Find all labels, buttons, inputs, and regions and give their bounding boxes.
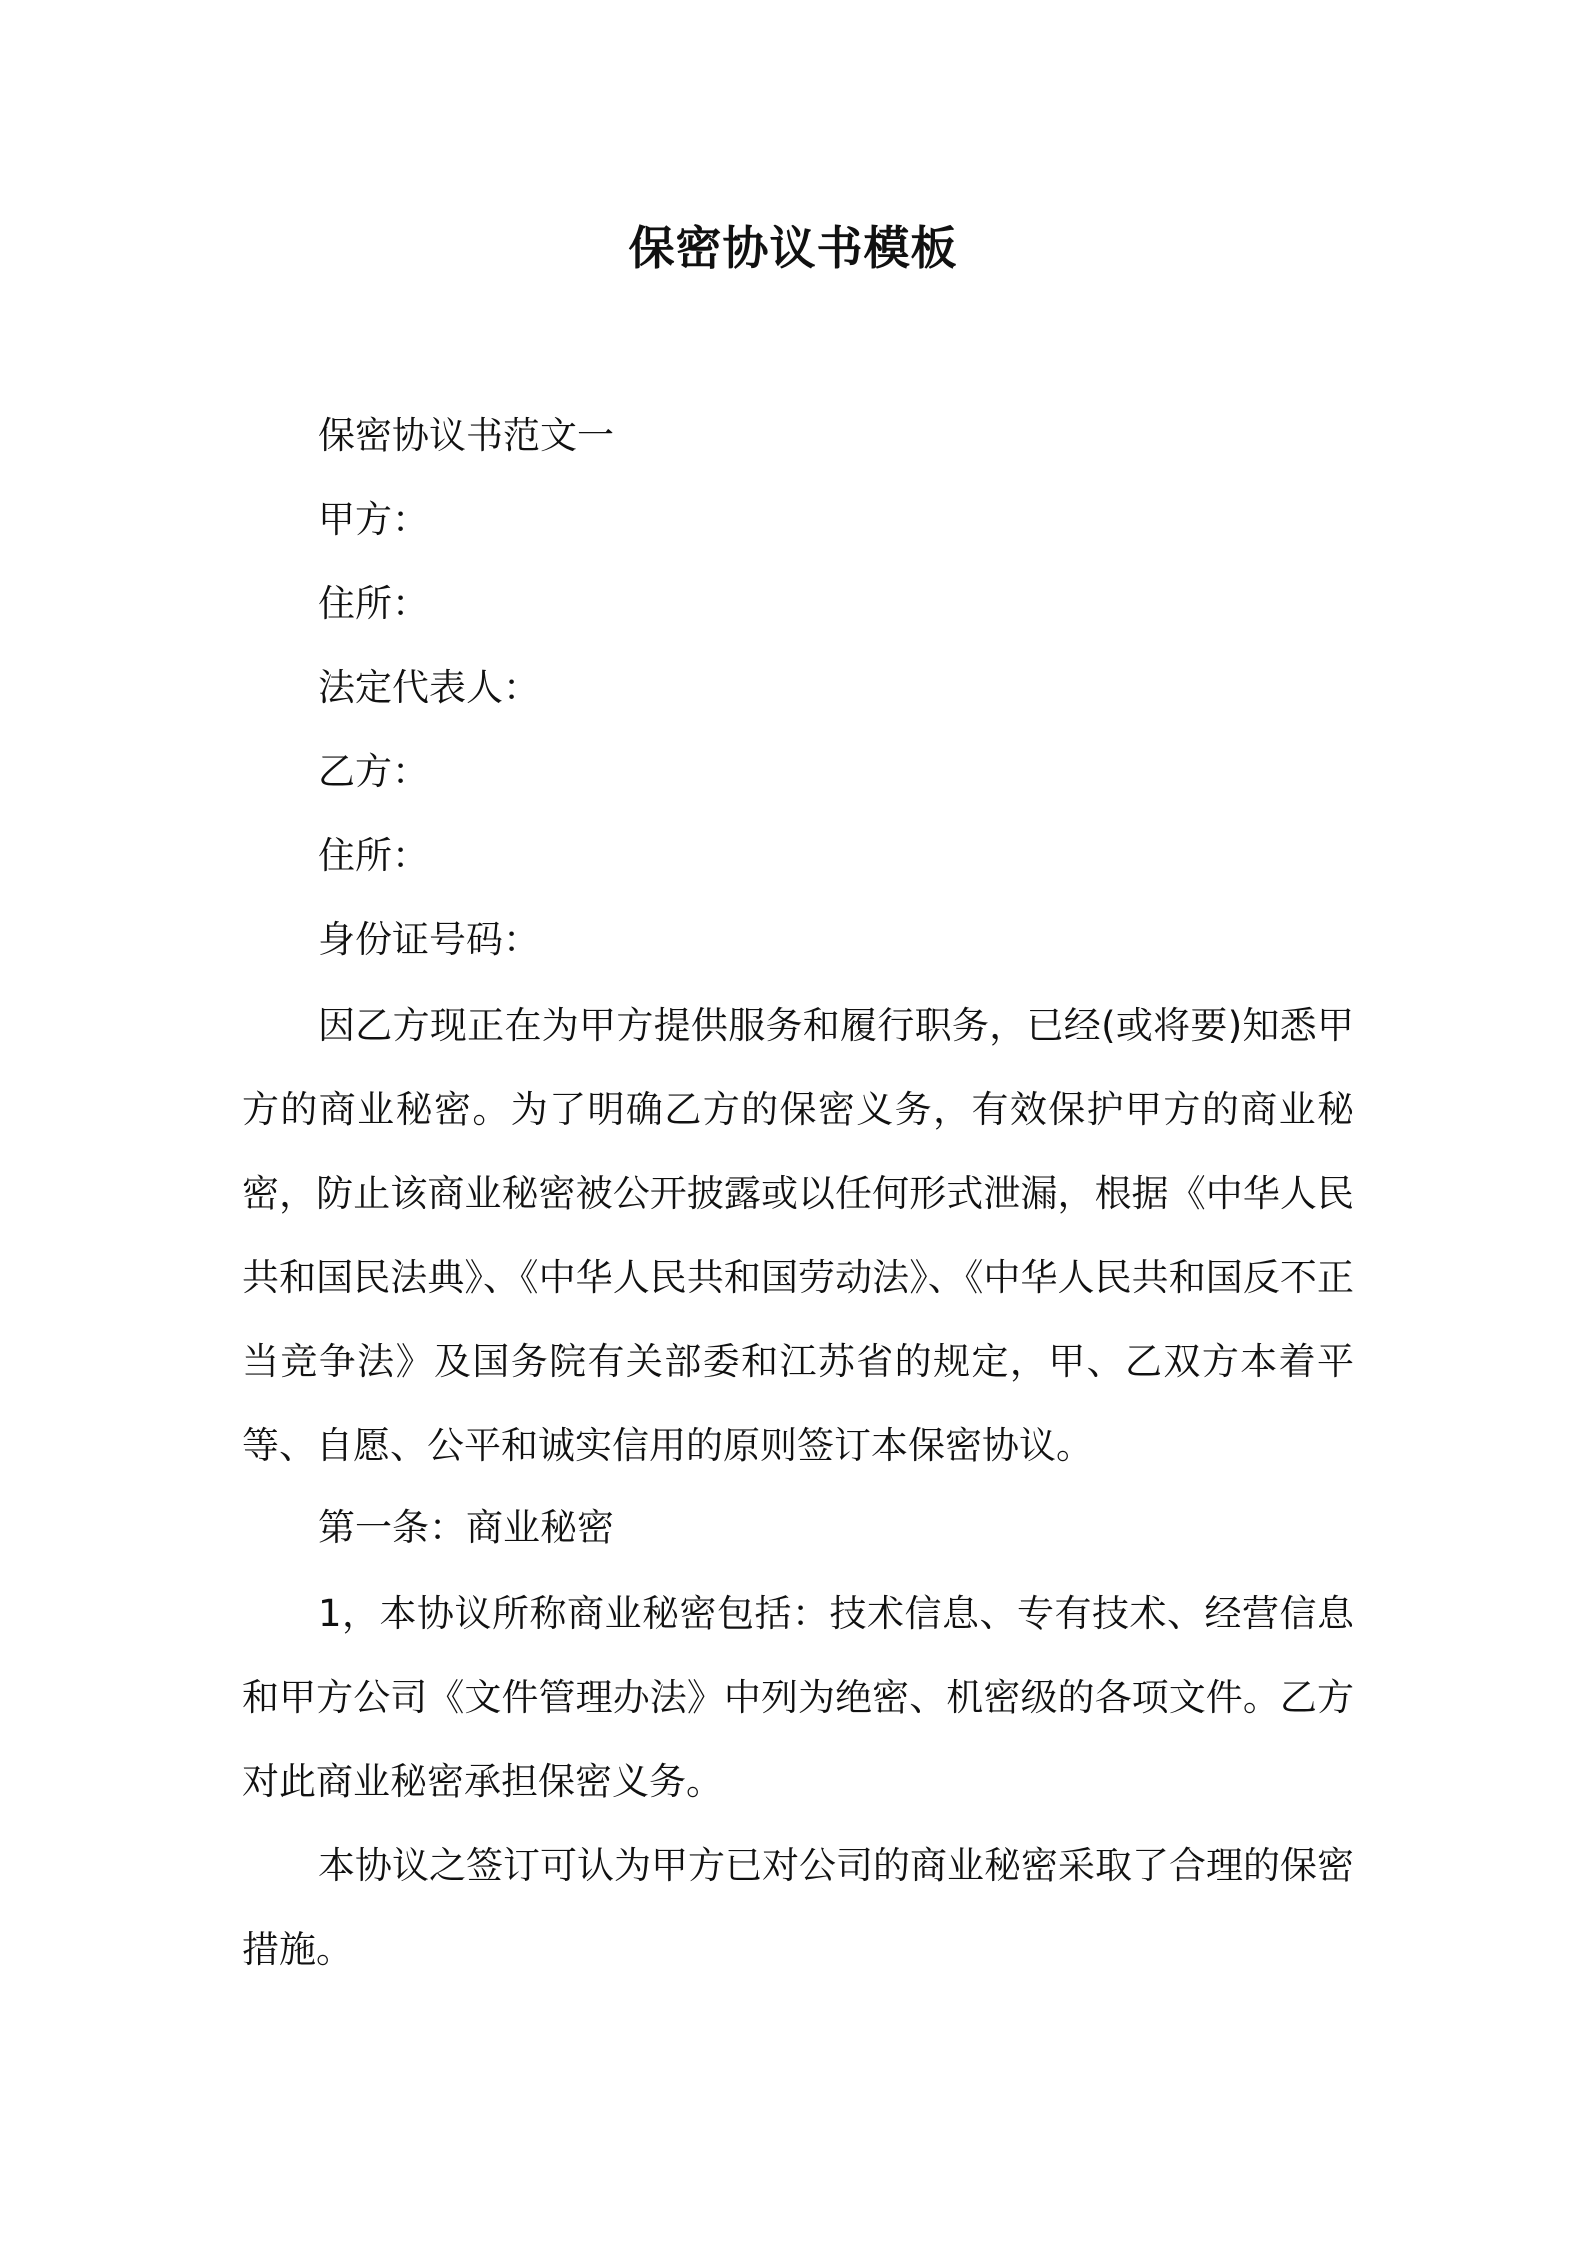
field-party-b: 乙方：	[318, 750, 429, 793]
intro-paragraph: 因乙方现正在为甲方提供服务和履行职务，已经(或将要)知悉甲方的商业秘密。为了明确乙方的保密义务，有效保护甲方的商业秘密，防止该商业秘密被公开披露或以任何形式泄漏，根据《中华人民共和国民法典》、《中华人民共和国劳动法》、《中华人民共和国反不正当竞争法》及国务院有关部委和江苏省的规定，甲、乙双方本着平等、自愿、公平和诚实信用的原则签订本保密协议。	[242, 1004, 1354, 1467]
article-1-note: 本协议之签订可认为甲方已对公司的商业秘密采取了合理的保密措施。	[242, 1844, 1354, 1971]
document-title: 保密协议书模板	[628, 221, 958, 275]
field-address-a: 住所：	[318, 582, 429, 625]
article-1-heading: 第一条：商业秘密	[318, 1506, 614, 1549]
article-1-clause-1: 1，本协议所称商业秘密包括：技术信息、专有技术、经营信息和甲方公司《文件管理办法》中列为绝密、机密级的各项文件。乙方对此商业秘密承担保密义务。	[242, 1592, 1354, 1803]
field-legal-representative: 法定代表人：	[318, 666, 540, 709]
field-party-a: 甲方：	[318, 498, 429, 541]
field-id-number: 身份证号码：	[318, 918, 540, 961]
subtitle: 保密协议书范文一	[318, 414, 614, 457]
field-address-b: 住所：	[318, 834, 429, 877]
